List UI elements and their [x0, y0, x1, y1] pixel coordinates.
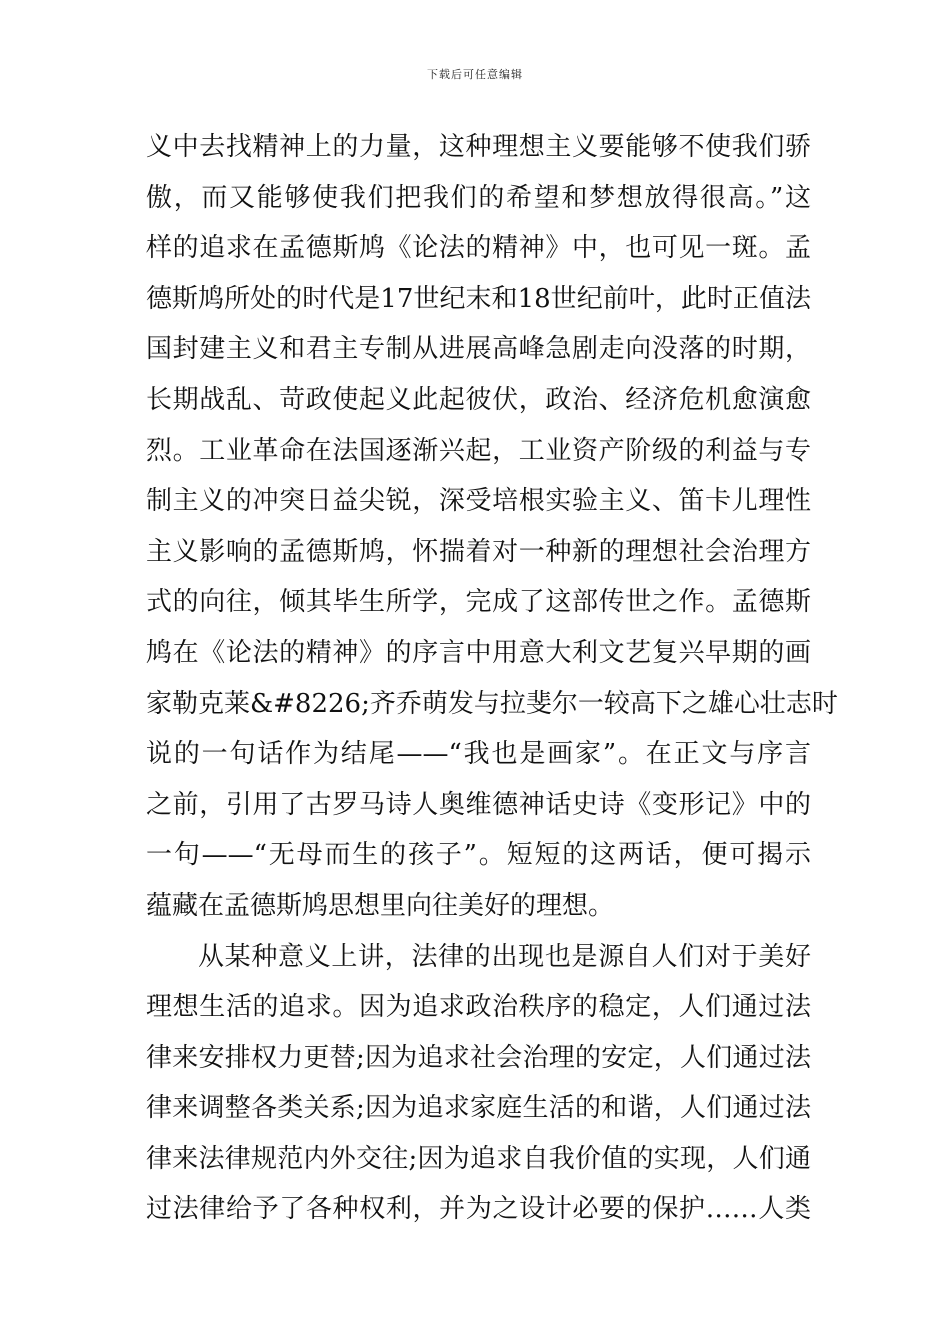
text-line: 之前，引用了古罗马诗人奥维德神话史诗《变形记》中的: [146, 789, 811, 820]
text-line: 式的向往，倾其毕生所学，完成了这部传世之作。孟德斯: [146, 587, 811, 618]
text-line: 义中去找精神上的力量，这种理想主义要能够不使我们骄: [146, 132, 811, 162]
text-line: 家勒克莱&#8226;齐乔萌发与拉斐尔一较高下之雄心壮志时: [146, 688, 838, 719]
text-line: 一句——“无母而生的孩子”。短短的这两话，便可揭示: [146, 840, 811, 871]
text-line: 鸠在《论法的精神》的序言中用意大利文艺复兴早期的画: [146, 637, 811, 668]
text-line: 国封建主义和君主专制从进展高峰急剧走向没落的时期，: [146, 334, 811, 365]
paragraph: [146, 122, 838, 932]
text-line: 德斯鸠所处的时代是17世纪末和18世纪前叶，此时正值法: [146, 283, 811, 314]
page-header: 下载后可任意编辑: [427, 68, 523, 81]
text-line: 样的追求在孟德斯鸠《论法的精神》中，也可见一斑。孟: [146, 233, 811, 264]
text-line: 傲，而又能够使我们把我们的希望和梦想放得很高。”这: [146, 182, 811, 213]
document-body: [146, 122, 838, 1235]
text-line: 律来法律规范内外交往;因为追求自我价值的实现，人们通: [146, 1143, 811, 1174]
text-line: 烈。工业革命在法国逐渐兴起，工业资产阶级的利益与专: [146, 435, 811, 466]
text-line: 蕴藏在孟德斯鸠思想里向往美好的理想。: [146, 890, 615, 921]
text-line: 从某种意义上讲，法律的出现也是源自人们对于美好: [198, 941, 811, 972]
paragraph: [146, 932, 811, 1236]
text-line: 律来调整各类关系;因为追求家庭生活的和谐，人们通过法: [146, 1093, 811, 1124]
text-line: 理想生活的追求。因为追求政治秩序的稳定，人们通过法: [146, 992, 811, 1023]
text-line: 过法律给予了各种权利，并为之设计必要的保护……人类: [146, 1194, 811, 1225]
text-line: 律来安排权力更替;因为追求社会治理的安定，人们通过法: [146, 1042, 811, 1073]
text-line: 主义影响的孟德斯鸠，怀揣着对一种新的理想社会治理方: [146, 536, 811, 567]
text-line: 说的一句话作为结尾——“我也是画家”。在正文与序言: [146, 739, 811, 770]
text-line: 长期战乱、苛政使起义此起彼伏，政治、经济危机愈演愈: [146, 384, 811, 415]
text-line: 制主义的冲突日益尖锐，深受培根实验主义、笛卡儿理性: [146, 486, 811, 517]
